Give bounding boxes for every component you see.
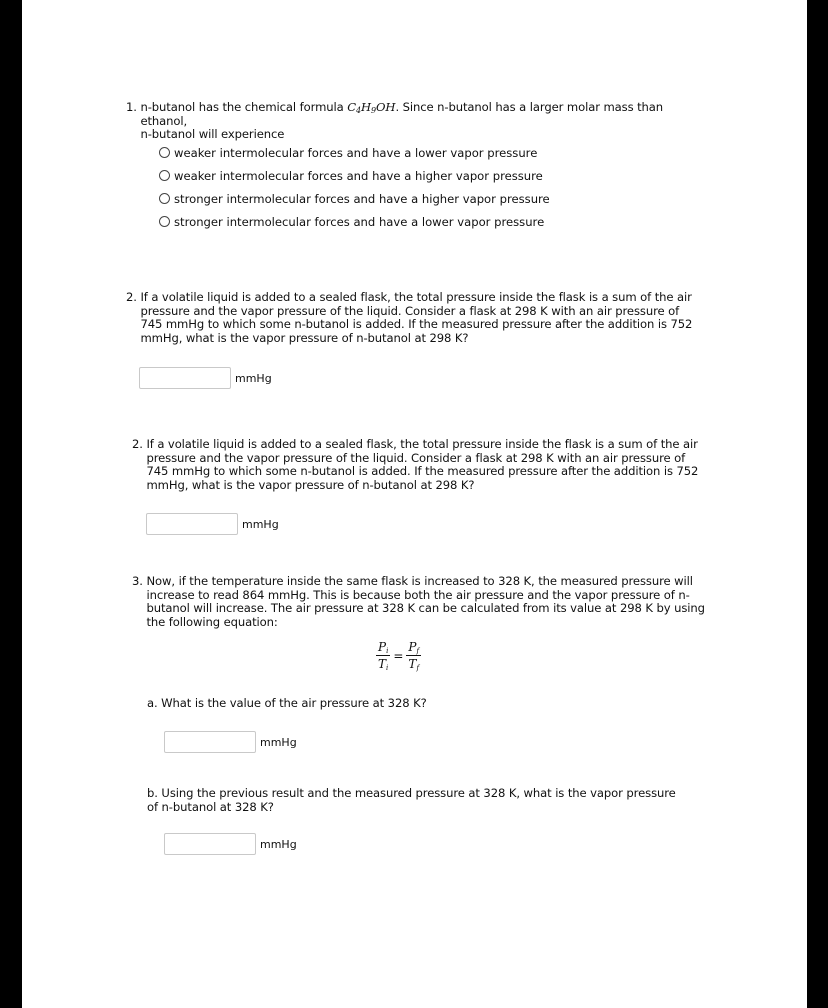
answer-2b — [146, 513, 279, 535]
question-1-options — [159, 141, 550, 233]
question-number: 2. — [132, 437, 147, 451]
equals-sign: = — [393, 648, 404, 663]
vapor-pressure-328-input[interactable] — [164, 833, 256, 855]
question-2b — [132, 438, 702, 492]
question-1-line-1: n-butanol has the chemical formula $C_4H_9OH$. Since n-butanol has a larger molar mass than ethanol, — [140, 100, 664, 128]
option-weaker-higher[interactable] — [159, 164, 550, 187]
unit-label: mmHg — [242, 517, 279, 531]
answer-3a — [164, 731, 297, 753]
option-label: weaker intermolecular forces and have a higher vapor pressure — [174, 168, 543, 183]
radio-button[interactable] — [159, 147, 170, 158]
unit-label: mmHg — [260, 735, 297, 749]
unit-label: mmHg — [260, 837, 297, 851]
question-3a-text: a. What is the value of the air pressure at 328 K? — [147, 696, 427, 710]
option-label: stronger intermolecular forces and have a lower vapor pressure — [174, 214, 545, 229]
answer-2a — [139, 367, 272, 389]
question-number: 3. — [132, 574, 147, 588]
radio-button[interactable] — [159, 216, 170, 227]
question-3b — [147, 787, 682, 814]
option-stronger-higher[interactable] — [159, 187, 550, 210]
option-weaker-lower[interactable] — [159, 141, 550, 164]
unit-label: mmHg — [235, 371, 272, 385]
option-label: weaker intermolecular forces and have a lower vapor pressure — [174, 145, 538, 160]
question-1-line-2: n-butanol will experience — [140, 127, 285, 141]
option-stronger-lower[interactable] — [159, 210, 550, 233]
question-3b-text: b. Using the previous result and the measured pressure at 328 K, what is the vapor pressure of n-butanol at 328 K? — [147, 786, 676, 814]
question-3-text: Now, if the temperature inside the same flask is increased to 328 K, the measured pressure will increase to read 864 mmHg. This is because both the air pressure and the vapor pressure of n-butanol will increase. The air pressure at 328 K can be calculated from its value at 298 K by using the following equation: — [146, 574, 705, 629]
question-2a-text: If a volatile liquid is added to a sealed flask, the total pressure inside the flask is a sum of the air pressure and the vapor pressure of the liquid. Consider a flask at 298 K with an air pressure of 745 mmHg to which some n-butanol is added. If the measured pressure after the addition is 752 mmHg, what is the vapor pressure of n-butanol at 298 K? — [140, 290, 693, 345]
right-fraction: $\frac{P_f}{T_f}$ — [408, 640, 420, 672]
vapor-pressure-298-input[interactable] — [139, 367, 231, 389]
question-2b-text: If a volatile liquid is added to a sealed flask, the total pressure inside the flask is a sum of the air pressure and the vapor pressure of the liquid. Consider a flask at 298 K with an air pressure of 745 mmHg to which some n-butanol is added. If the measured pressure after the addition is 752 mmHg, what is the vapor pressure of n-butanol at 298 K? — [146, 437, 699, 492]
radio-button[interactable] — [159, 170, 170, 181]
answer-3b — [164, 833, 297, 855]
radio-button[interactable] — [159, 193, 170, 204]
question-number: 2. — [126, 290, 141, 304]
chemical-formula: $C_4H_9OH$ — [347, 100, 396, 115]
question-2a — [126, 291, 696, 345]
question-3a — [147, 697, 707, 711]
air-pressure-328-input[interactable] — [164, 731, 256, 753]
question-3 — [132, 575, 712, 629]
gay-lussac-equation — [376, 640, 421, 671]
question-number: 1. — [126, 100, 141, 114]
option-label: stronger intermolecular forces and have a higher vapor pressure — [174, 191, 550, 206]
vapor-pressure-298-input-2[interactable] — [146, 513, 238, 535]
left-fraction: $\frac{P_i}{T_i}$ — [378, 640, 389, 672]
question-1 — [126, 101, 706, 142]
